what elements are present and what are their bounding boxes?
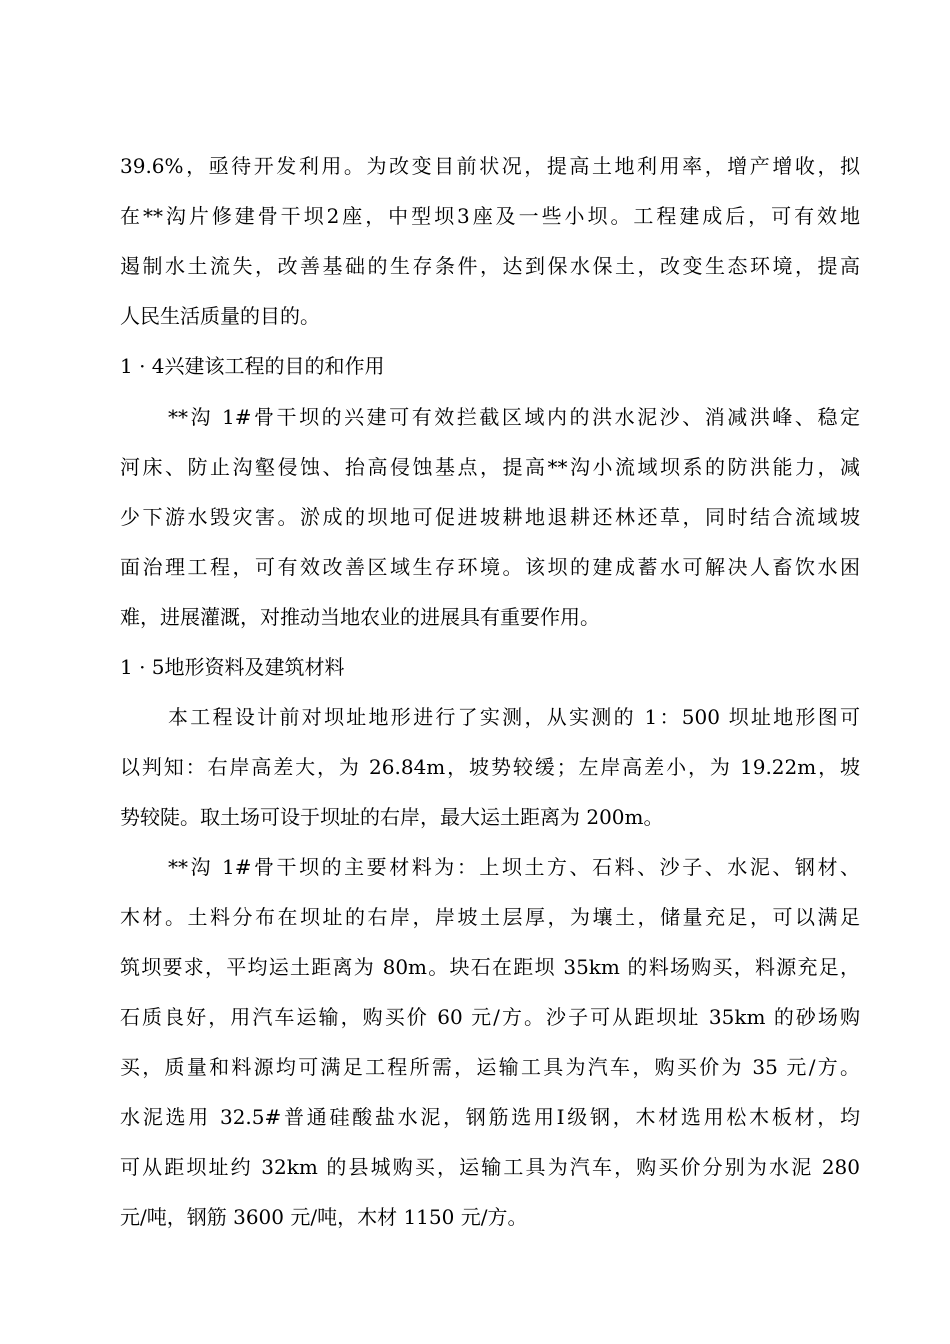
paragraph-line: 买，质量和料源均可满足工程所需，运输工具为汽车，购买价为 35 元/方。: [120, 1055, 860, 1079]
paragraph-line: **沟 1#骨干坝的主要材料为：上坝土方、石料、沙子、水泥、钢材、: [168, 855, 860, 879]
section-heading: 1 · 5地形资料及建筑材料: [120, 655, 345, 679]
paragraph-line: 以判知：右岸高差大，为 26.84m，坡势较缓；左岸高差小，为 19.22m，坡: [120, 755, 860, 779]
paragraph-line: 在**沟片修建骨干坝2座，中型坝3座及一些小坝。工程建成后，可有效地: [120, 204, 860, 228]
section-heading: 1 · 4兴建该工程的目的和作用: [120, 354, 385, 378]
paragraph-line: 石质良好，用汽车运输，购买价 60 元/方。沙子可从距坝址 35km 的砂场购: [120, 1005, 860, 1029]
paragraph-line: 河床、防止沟壑侵蚀、抬高侵蚀基点，提高**沟小流域坝系的防洪能力，减: [120, 455, 860, 479]
paragraph-line: 可从距坝址约 32km 的县城购买，运输工具为汽车，购买价分别为水泥 280: [120, 1155, 860, 1179]
paragraph-line: 难，进展灌溉，对推动当地农业的进展具有重要作用。: [120, 605, 600, 629]
paragraph-line: 元/吨，钢筋 3600 元/吨，木材 1150 元/方。: [120, 1205, 528, 1229]
paragraph-line: 39.6%，亟待开发利用。为改变目前状况，提高土地利用率，增产增收，拟: [120, 154, 860, 178]
paragraph-line: 人民生活质量的目的。: [120, 304, 320, 328]
paragraph-line: 少下游水毁灾害。淤成的坝地可促进坡耕地退耕还林还草，同时结合流域坡: [120, 505, 860, 529]
paragraph-line: 筑坝要求，平均运土距离为 80m。块石在距坝 35km 的料场购买，料源充足，: [120, 955, 860, 979]
paragraph-line: 势较陡。取土场可设于坝址的右岸，最大运土距离为 200m。: [120, 805, 664, 829]
paragraph-line: **沟 1#骨干坝的兴建可有效拦截区域内的洪水泥沙、消减洪峰、稳定: [168, 405, 860, 429]
paragraph-line: 遏制水土流失，改善基础的生存条件，达到保水保土，改变生态环境，提高: [120, 254, 860, 278]
paragraph-line: 木材。土料分布在坝址的右岸，岸坡土层厚，为壤土，储量充足，可以满足: [120, 905, 860, 929]
paragraph-line: 面治理工程，可有效改善区域生存环境。该坝的建成蓄水可解决人畜饮水困: [120, 555, 860, 579]
paragraph-line: 本工程设计前对坝址地形进行了实测，从实测的 1：500 坝址地形图可: [168, 705, 860, 729]
paragraph-line: 水泥选用 32.5#普通硅酸盐水泥，钢筋选用Ⅰ级钢，木材选用松木板材，均: [120, 1105, 860, 1129]
